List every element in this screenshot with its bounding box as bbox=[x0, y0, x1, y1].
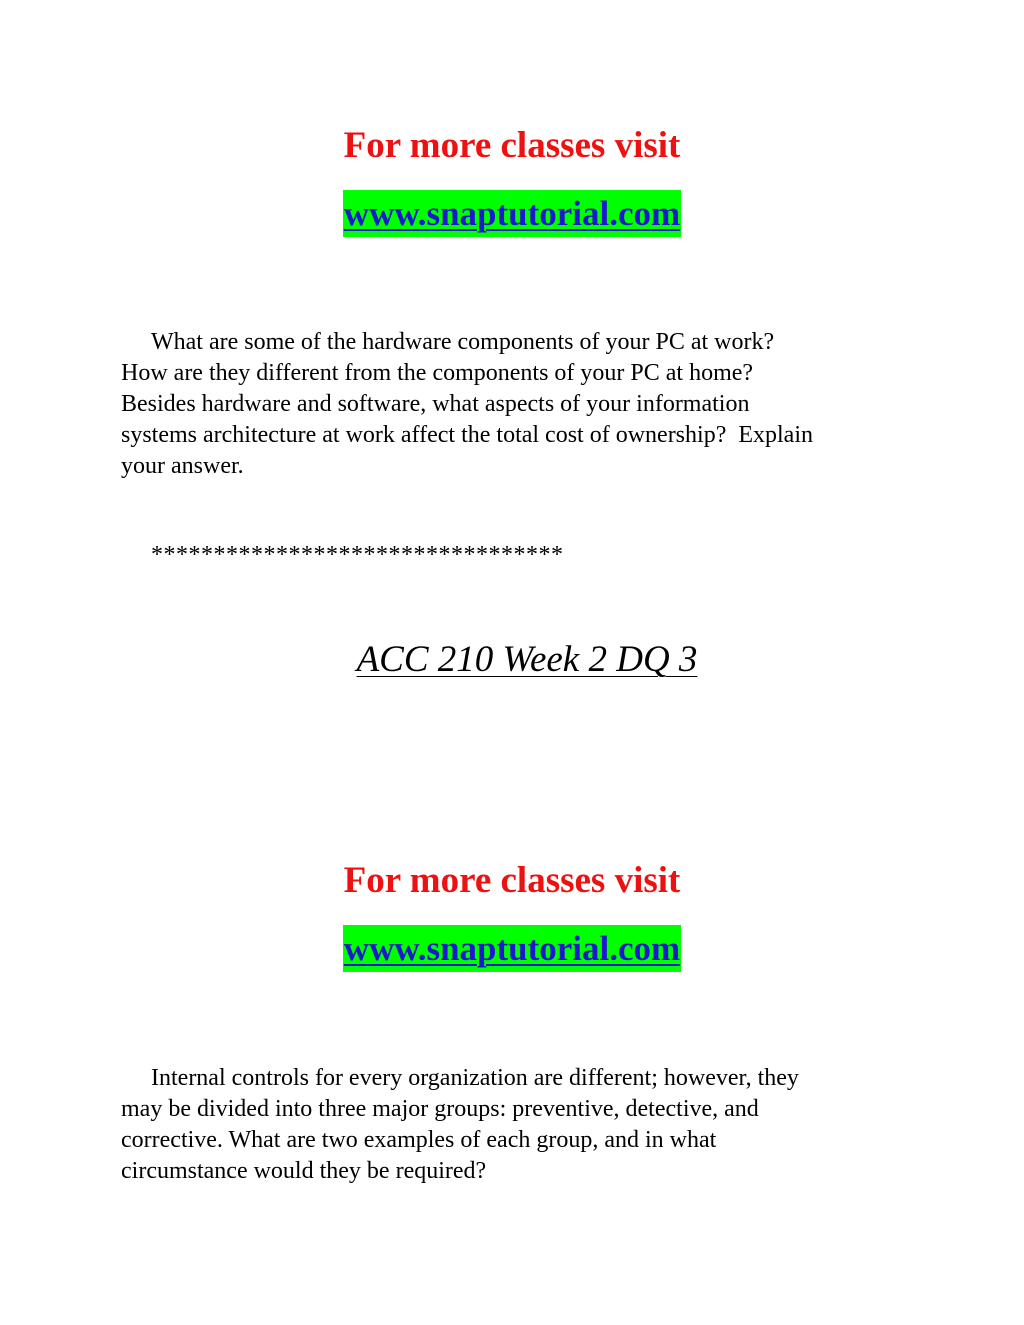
promo-link-container-1 bbox=[0, 190, 1024, 237]
question-paragraph-1 bbox=[121, 327, 901, 482]
separator-stars: ********************************* bbox=[151, 542, 564, 568]
question-line: corrective. What are two examples of each group, and in what bbox=[121, 1127, 717, 1153]
question-line: circumstance would they be required? bbox=[121, 1158, 487, 1184]
section-title-text: ACC 210 Week 2 DQ 3 bbox=[356, 639, 698, 680]
question-paragraph-2 bbox=[121, 1063, 901, 1187]
promo-heading-1: For more classes visit bbox=[343, 125, 681, 166]
question-line: systems architecture at work affect the total cost of ownership? Explain bbox=[121, 422, 813, 448]
question-line: Internal controls for every organization are different; however, they bbox=[151, 1065, 799, 1091]
question-line: your answer. bbox=[121, 453, 244, 479]
section-title bbox=[0, 638, 1024, 682]
snaptutorial-link-2[interactable]: www.snaptutorial.com bbox=[343, 925, 681, 972]
promo-link-container-2 bbox=[0, 925, 1024, 972]
promo-heading-2: For more classes visit bbox=[343, 860, 681, 901]
question-line: may be divided into three major groups: preventive, detective, and bbox=[121, 1096, 759, 1122]
question-line: How are they different from the components of your PC at home? bbox=[121, 360, 754, 386]
question-line: What are some of the hardware components of your PC at work? bbox=[151, 329, 775, 355]
snaptutorial-link-1[interactable]: www.snaptutorial.com bbox=[343, 190, 681, 237]
question-line: Besides hardware and software, what aspects of your information bbox=[121, 391, 750, 417]
